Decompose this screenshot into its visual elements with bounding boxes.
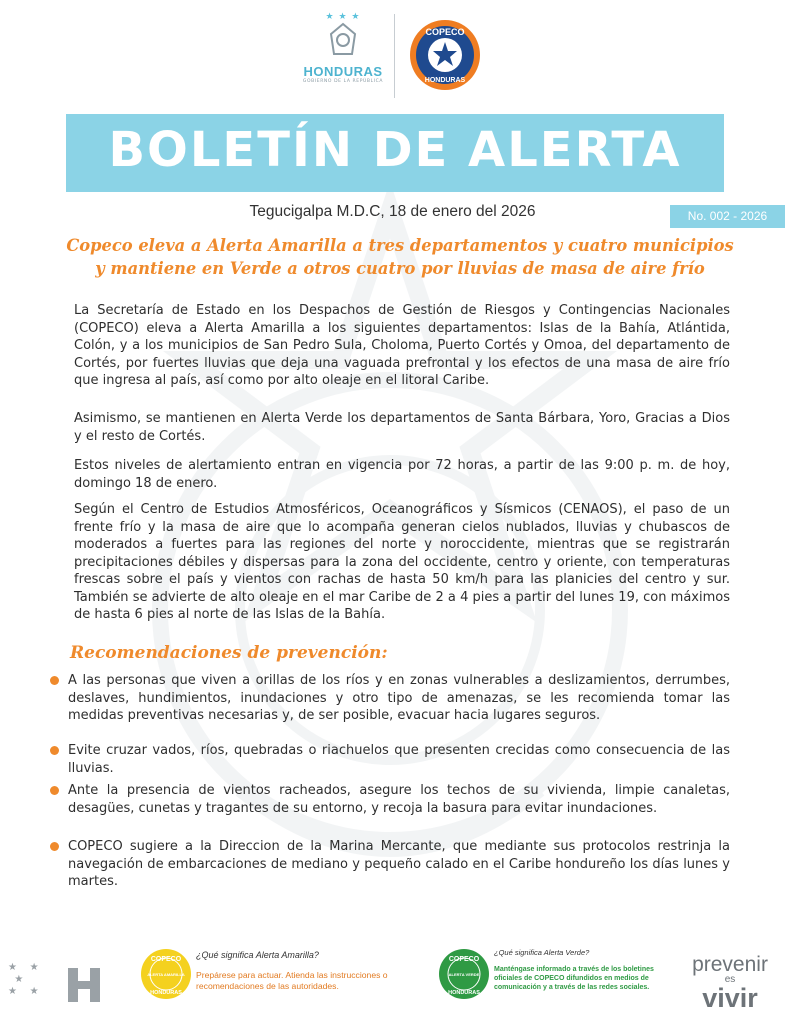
recommendation-item: Evite cruzar vados, ríos, quebradas o riachuelos que presenten crecidas como consecuencia de las lluvias. [68, 743, 730, 776]
green-badge-middle: ALERTA VERDE [448, 972, 480, 977]
honduras-government-logo [298, 12, 388, 104]
recommendations-title: Recomendaciones de prevención: [70, 643, 388, 663]
bullet-icon [50, 782, 64, 796]
copeco-logo [408, 18, 482, 92]
yellow-alert-answer: Prepárese para actuar. Atienda las instrucciones o recomendaciones de las autoridades. [196, 970, 388, 991]
coat-of-arms-icon [328, 22, 358, 58]
headline [40, 234, 760, 280]
yellow-badge-bottom: HONDURAS [150, 990, 182, 996]
page-title: BOLETÍN DE ALERTA [108, 122, 682, 178]
yellow-badge-middle: ALERTA AMARILLA [147, 972, 185, 977]
yellow-badge-top: COPECO [150, 956, 182, 963]
bullet-icon [50, 838, 64, 852]
bullet-icon [50, 672, 64, 686]
country-logo-subtext: GOBIERNO DE LA REPÚBLICA [302, 79, 384, 84]
slogan-line-2: es [724, 974, 736, 985]
body-paragraph-3: Estos niveles de alertamiento entran en vigencia por 72 horas, a partir de las 9:00 p. m. de hoy, domingo 18 de enero. [74, 458, 730, 491]
bullet-icon [50, 742, 64, 756]
slogan-line-3: vivir [702, 983, 758, 1013]
green-badge-bottom: HONDURAS [448, 990, 480, 996]
headline-line-1: Copeco eleva a Alerta Amarilla a tres departamentos y cuatro municipios [66, 236, 734, 255]
place-date: Tegucigalpa M.D.C, 18 de enero del 2026 [249, 203, 536, 220]
recommendation-item: COPECO sugiere a la Direccion de la Marina Mercante, que mediante sus protocolos restrinja la navegación de embarcaciones de mediano y pequeño calado en el Caribe hondureño los días lunes y martes. [68, 839, 730, 889]
recommendation-item: Ante la presencia de vientos racheados, asegure los techos de su vivienda, limpie canaletas, desagües, cunetas y tragantes de su entorno, y recoja la basura para evitar inundaciones. [68, 783, 730, 816]
h-logo-icon [66, 966, 102, 1004]
green-alert-question: ¿Qué significa Alerta Verde? [494, 948, 590, 957]
slogan [680, 955, 780, 1012]
body-paragraph-4: Según el Centro de Estudios Atmosféricos, Oceanográficos y Sísmicos (CENAOS), el paso de un frente frío y la masa de aire que lo acompaña generan cielos nublados, lluvias y chubascos de moderados a fuertes para las regiones del norte y noroccidente, mientras que se registrarán precipitaciones débiles y dispersas para la zona del occidente, centro y oriente, con temperaturas frescas sobre el país y vientos con rachas de hasta 50 km/h para las planicies del centro y sur. También se advierte de alto oleaje en el mar Caribe de 2 a 4 pies a partir del lunes 19, con máximos de hasta 6 pies al norte de las Islas de la Bahía. [74, 502, 730, 622]
copeco-logo-top-text: COPECO [425, 27, 465, 37]
recommendation-item: A las personas que viven a orillas de los ríos y en zonas vulnerables a deslizamientos, derrumbes, deslaves, hundimientos, inundaciones y otro tipo de amenazas, se les recomienda tomar las medidas preventivas necesarias y, de ser posible, evacuar hacia lugares seguros. [68, 673, 730, 723]
body-paragraph-1: La Secretaría de Estado en los Despachos de Gestión de Riesgos y Contingencias Nacionales (COPECO) eleva a Alerta Amarilla a los siguientes departamentos: Islas de la Bahía, Atlántida, Colón, y a los municipios de San Pedro Sula, Choloma, Puerto Cortés y Omoa, del departamento de Cortés, por fuertes lluvias que deja una vaguada prefrontal y los efectos de una masa de aire frío que ingresa al país, así como por alto oleaje en el litoral Caribe. [74, 303, 730, 388]
headline-line-2: y mantiene en Verde a otros cuatro por lluvias de masa de aire frío [95, 259, 705, 278]
country-logo-text: HONDURAS [303, 64, 383, 79]
stars-icon: ★ ★ ★ [325, 12, 361, 22]
slogan-line-1: prevenir [692, 953, 768, 976]
green-alert-badge [438, 948, 490, 1000]
header-divider [394, 14, 395, 98]
yellow-alert-badge [140, 948, 192, 1000]
yellow-alert-question: ¿Qué significa Alerta Amarilla? [196, 950, 319, 960]
copeco-logo-bottom-text: HONDURAS [424, 77, 466, 84]
body-paragraph-2: Asimismo, se mantienen en Alerta Verde los departamentos de Santa Bárbara, Yoro, Gracias a Dios y el resto de Cortés. [74, 411, 730, 444]
footer-stars-icon: ★ ★ ★ ★ ★ [8, 962, 39, 997]
green-badge-top: COPECO [448, 956, 480, 963]
bulletin-number-badge: No. 002 - 2026 [670, 205, 785, 228]
green-alert-answer: Manténgase informado a través de los boletines oficiales de COPECO difundidos en medios de comunicación y a través de las redes sociales. [494, 966, 654, 991]
